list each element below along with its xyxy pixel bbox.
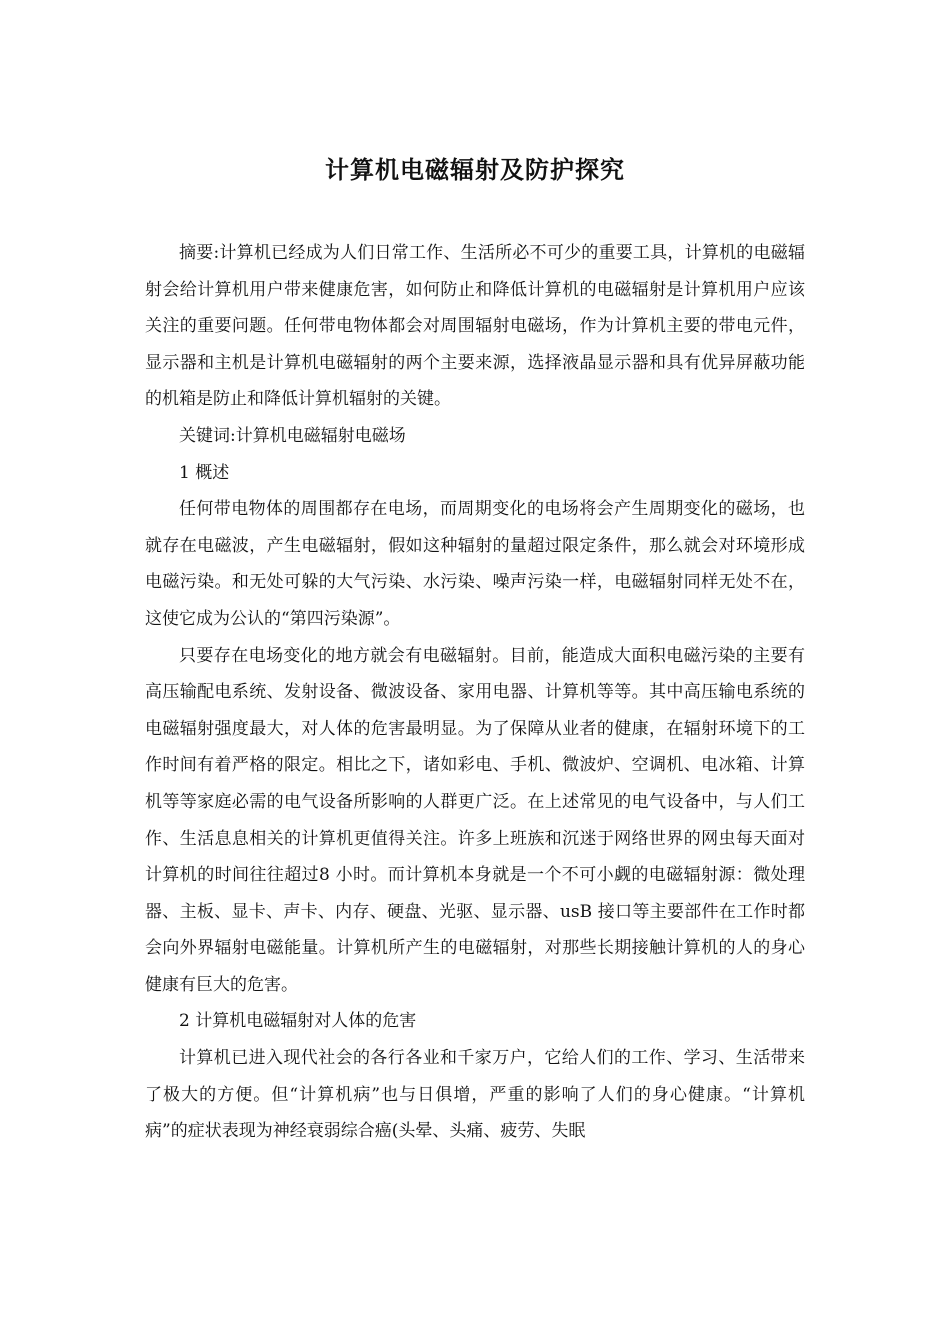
keywords-line: 关键词:计算机电磁辐射电磁场: [179, 425, 406, 446]
document-title: 计算机电磁辐射及防护探究: [325, 155, 625, 184]
document-body: [145, 235, 805, 1150]
section-1-paragraph-2: 只要存在电场变化的地方就会有电磁辐射。目前，能造成大面积电磁污染的主要有高压输配电系统、发射设备、微波设备、家用电器、计算机等等。其中高压输电系统的电磁辐射强度最大，对人体的危害最明显。为了保障从业者的健康，在辐射环境下的工作时间有着严格的限定。相比之下，诸如彩电、手机、微波炉、空调机、电冰箱、计算机等等家庭必需的电气设备所影响的人群更广泛。在上述常见的电气设备中，与人们工作、生活息息相关的计算机更值得关注。许多上班族和沉迷于网络世界的网虫每天面对计算机的时间往往超过8 小时。而计算机本身就是一个不可小觑的电磁辐射源：微处理器、主板、显卡、声卡、内存、硬盘、光驱、显示器、usB 接口等主要部件在工作时都会向外界辐射电磁能量。计算机所产生的电磁辐射，对那些长期接触计算机的人的身心健康有巨大的危害。: [145, 645, 805, 995]
abstract-paragraph: 摘要:计算机已经成为人们日常工作、生活所必不可少的重要工具，计算机的电磁辐射会给计算机用户带来健康危害，如何防止和降低计算机的电磁辐射是计算机用户应该关注的重要问题。任何带电物体都会对周围辐射电磁场，作为计算机主要的带电元件，显示器和主机是计算机电磁辐射的两个主要来源，选择液晶显示器和具有优异屏蔽功能的机箱是防止和降低计算机辐射的关键。: [145, 243, 805, 410]
section-1-paragraph-1: 任何带电物体的周围都存在电场，而周期变化的电场将会产生周期变化的磁场，也就存在电磁波，产生电磁辐射，假如这种辐射的量超过限定条件，那么就会对环境形成电磁污染。和无处可躲的大气污染、水污染、噪声污染一样，电磁辐射同样无处不在，这使它成为公认的“第四污染源”。: [145, 499, 805, 629]
section-1-heading: 1 概述: [179, 462, 230, 483]
section-2-paragraph-1: 计算机已进入现代社会的各行各业和千家万户，它给人们的工作、学习、生活带来了极大的方便。但“计算机病”也与日俱增，严重的影响了人们的身心健康。“计算机病”的症状表现为神经衰弱综合癌(头晕、头痛、疲劳、失眠: [145, 1048, 805, 1142]
section-2-heading: 2 计算机电磁辐射对人体的危害: [179, 1011, 417, 1032]
